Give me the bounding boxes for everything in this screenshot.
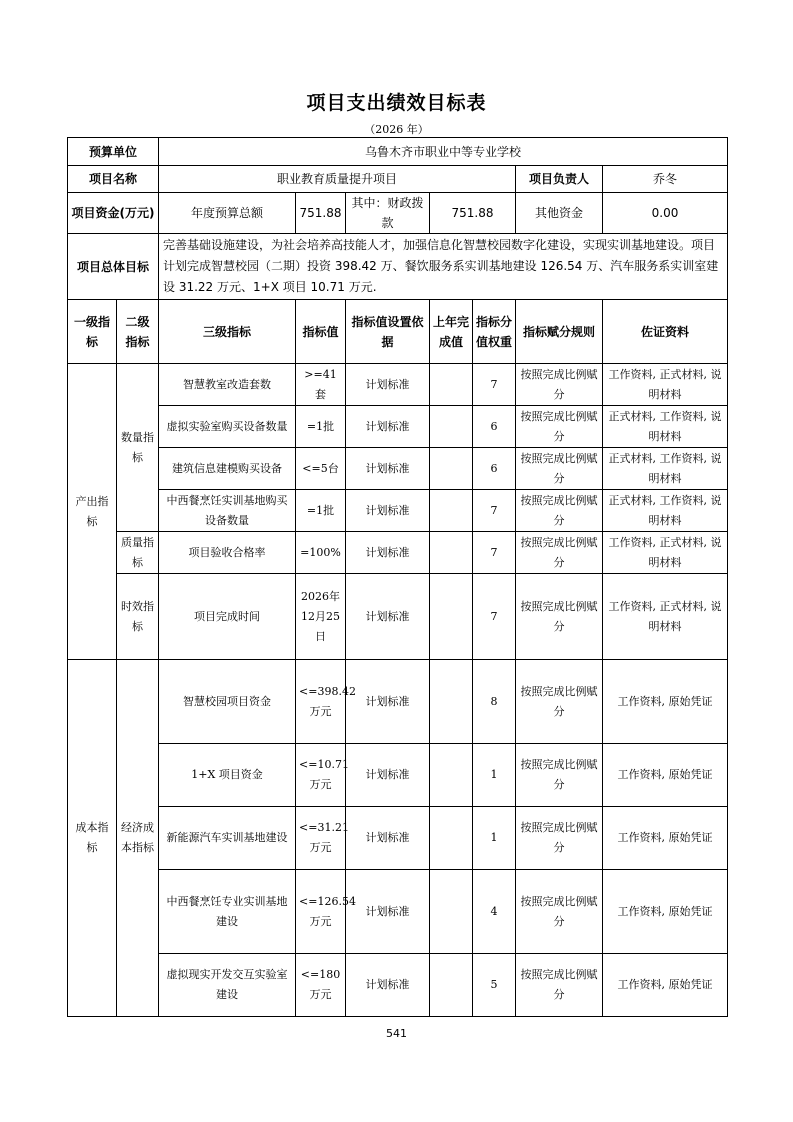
row-value: <=31.21万元 — [296, 807, 346, 870]
row-level3: 中西餐烹饪专业实训基地建设 — [159, 870, 296, 954]
table-row — [68, 807, 728, 870]
row-weight: 1 — [473, 807, 516, 870]
manager-value: 乔冬 — [603, 166, 728, 193]
project-name-label: 项目名称 — [68, 166, 159, 193]
row-evidence: 工作资料, 原始凭证 — [603, 660, 728, 744]
other-value: 0.00 — [603, 193, 728, 234]
row-last — [430, 574, 473, 660]
row-level3: 项目验收合格率 — [159, 532, 296, 574]
row-basis: 计划标准 — [346, 532, 430, 574]
table-row — [68, 744, 728, 807]
fiscal-label: 其中：财政拨款 — [346, 193, 430, 234]
goal-label: 项目总体目标 — [68, 234, 159, 300]
row-weight: 7 — [473, 532, 516, 574]
row-level3: 项目完成时间 — [159, 574, 296, 660]
table-row — [68, 870, 728, 954]
goal-text: 完善基础设施建设，为社会培养高技能人才，加强信息化智慧校园数字化建设，实现实训基地建设。项目计划完成智慧校园（二期）投资 398.42 万、餐饮服务系实训基地建设 126.54 万、汽车服务系实训室建设 31.22 万元、1+X 项目 10.71 万元. — [159, 234, 728, 300]
row-value: <=5台 — [296, 448, 346, 490]
other-label: 其他资金 — [516, 193, 603, 234]
row-last — [430, 870, 473, 954]
row-weight: 8 — [473, 660, 516, 744]
fiscal-value: 751.88 — [430, 193, 516, 234]
budget-unit-label: 预算单位 — [68, 138, 159, 166]
row-weight: 4 — [473, 870, 516, 954]
row-value: <=398.42万元 — [296, 660, 346, 744]
col-basis: 指标值设置依据 — [346, 300, 430, 364]
row-level3: 虚拟实验室购买设备数量 — [159, 406, 296, 448]
row-value: >=41套 — [296, 364, 346, 406]
row-basis: 计划标准 — [346, 744, 430, 807]
row-rule: 按照完成比例赋分 — [516, 364, 603, 406]
row-last — [430, 807, 473, 870]
page-number: 541 — [386, 1027, 407, 1040]
performance-table — [67, 137, 728, 1017]
row-value: =1批 — [296, 490, 346, 532]
col-level1: 一级指标 — [68, 300, 117, 364]
col-evidence: 佐证资料 — [603, 300, 728, 364]
row-rule: 按照完成比例赋分 — [516, 744, 603, 807]
col-weight: 指标分值权重 — [473, 300, 516, 364]
row-basis: 计划标准 — [346, 406, 430, 448]
row-value: =100% — [296, 532, 346, 574]
table-row — [68, 448, 728, 490]
row-value: <=180万元 — [296, 954, 346, 1017]
budget-unit-value: 乌鲁木齐市职业中等专业学校 — [159, 138, 728, 166]
group-economic-cost: 经济成本指标 — [117, 660, 159, 1017]
annual-total-label: 年度预算总额 — [159, 193, 296, 234]
col-level3: 三级指标 — [159, 300, 296, 364]
row-level3: 新能源汽车实训基地建设 — [159, 807, 296, 870]
row-weight: 7 — [473, 364, 516, 406]
row-last — [430, 744, 473, 807]
row-rule: 按照完成比例赋分 — [516, 574, 603, 660]
row-basis: 计划标准 — [346, 490, 430, 532]
group-timeliness: 时效指标 — [117, 574, 159, 660]
row-evidence: 工作资料, 正式材料, 说明材料 — [603, 532, 728, 574]
table-row — [68, 532, 728, 574]
group-output: 产出指标 — [68, 364, 117, 660]
annual-total-value: 751.88 — [296, 193, 346, 234]
table-row — [68, 574, 728, 660]
group-quality: 质量指标 — [117, 532, 159, 574]
row-evidence: 工作资料, 原始凭证 — [603, 807, 728, 870]
table-row — [68, 954, 728, 1017]
row-weight: 6 — [473, 406, 516, 448]
row-last — [430, 490, 473, 532]
row-last — [430, 364, 473, 406]
col-value: 指标值 — [296, 300, 346, 364]
table-row — [68, 490, 728, 532]
table-row — [68, 660, 728, 744]
row-evidence: 工作资料, 原始凭证 — [603, 870, 728, 954]
row-evidence: 正式材料, 工作资料, 说明材料 — [603, 406, 728, 448]
page-title: 项目支出绩效目标表 — [306, 92, 487, 114]
group-cost: 成本指标 — [68, 660, 117, 1017]
row-evidence: 工作资料, 正式材料, 说明材料 — [603, 364, 728, 406]
row-weight: 7 — [473, 490, 516, 532]
row-value: =1批 — [296, 406, 346, 448]
row-weight: 7 — [473, 574, 516, 660]
row-rule: 按照完成比例赋分 — [516, 954, 603, 1017]
row-value: 2026年12月25日 — [296, 574, 346, 660]
row-last — [430, 954, 473, 1017]
row-last — [430, 448, 473, 490]
row-weight: 6 — [473, 448, 516, 490]
row-rule: 按照完成比例赋分 — [516, 660, 603, 744]
table-row — [68, 364, 728, 406]
project-name-value: 职业教育质量提升项目 — [159, 166, 516, 193]
row-evidence: 工作资料, 原始凭证 — [603, 954, 728, 1017]
row-last — [430, 532, 473, 574]
row-basis: 计划标准 — [346, 870, 430, 954]
row-level3: 智慧教室改造套数 — [159, 364, 296, 406]
row-value: <=126.54万元 — [296, 870, 346, 954]
row-basis: 计划标准 — [346, 574, 430, 660]
row-evidence: 工作资料, 正式材料, 说明材料 — [603, 574, 728, 660]
row-level3: 建筑信息建模购买设备 — [159, 448, 296, 490]
row-rule: 按照完成比例赋分 — [516, 870, 603, 954]
row-rule: 按照完成比例赋分 — [516, 448, 603, 490]
funds-label: 项目资金(万元) — [68, 193, 159, 234]
row-value: <=10.71万元 — [296, 744, 346, 807]
row-weight: 1 — [473, 744, 516, 807]
row-level3: 中西餐烹饪实训基地购买设备数量 — [159, 490, 296, 532]
row-level3: 1+X 项目资金 — [159, 744, 296, 807]
row-basis: 计划标准 — [346, 448, 430, 490]
row-rule: 按照完成比例赋分 — [516, 406, 603, 448]
row-basis: 计划标准 — [346, 954, 430, 1017]
table-row — [68, 406, 728, 448]
row-rule: 按照完成比例赋分 — [516, 807, 603, 870]
row-evidence: 工作资料, 原始凭证 — [603, 744, 728, 807]
row-basis: 计划标准 — [346, 807, 430, 870]
row-evidence: 正式材料, 工作资料, 说明材料 — [603, 448, 728, 490]
row-weight: 5 — [473, 954, 516, 1017]
year-label: （2026 年） — [364, 123, 429, 136]
row-level3: 智慧校园项目资金 — [159, 660, 296, 744]
row-basis: 计划标准 — [346, 364, 430, 406]
col-last-year: 上年完成值 — [430, 300, 473, 364]
row-basis: 计划标准 — [346, 660, 430, 744]
row-last — [430, 406, 473, 448]
row-rule: 按照完成比例赋分 — [516, 490, 603, 532]
row-evidence: 正式材料, 工作资料, 说明材料 — [603, 490, 728, 532]
col-rule: 指标赋分规则 — [516, 300, 603, 364]
manager-label: 项目负责人 — [516, 166, 603, 193]
row-rule: 按照完成比例赋分 — [516, 532, 603, 574]
col-level2: 二级指标 — [117, 300, 159, 364]
row-level3: 虚拟现实开发交互实验室建设 — [159, 954, 296, 1017]
row-last — [430, 660, 473, 744]
group-quantity: 数量指标 — [117, 364, 159, 532]
